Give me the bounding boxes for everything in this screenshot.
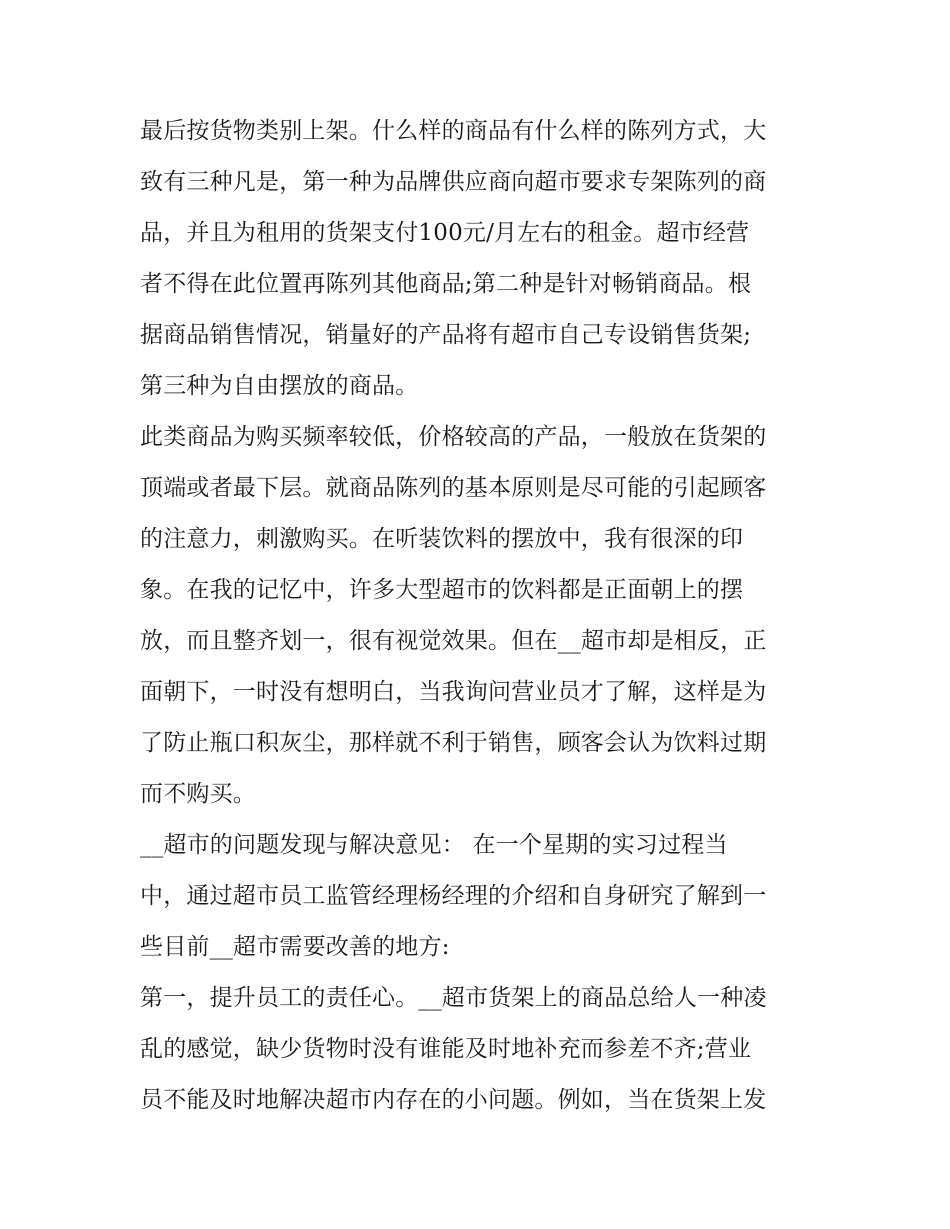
text-line: 据商品销售情况，销量好的产品将有超市自己专设销售货架;: [140, 322, 752, 348]
text-line: 员不能及时地解决超市内存在的小问题。例如，当在货架上发: [140, 1087, 767, 1113]
text-line: 者不得在此位置再陈列其他商品;第二种是针对畅销商品。根: [140, 271, 752, 297]
text-line: 致有三种凡是，第一种为品牌供应商向超市要求专架陈列的商: [140, 169, 767, 195]
text-line: 第三种为自由摆放的商品。: [140, 373, 419, 399]
text-line: 了防止瓶口积灰尘，那样就不利于销售，顾客会认为饮料过期: [140, 730, 767, 756]
text-line: 中，通过超市员工监管经理杨经理的介绍和自身研究了解到一: [140, 883, 767, 909]
text-line: __超市的问题发现与解决意见： 在一个星期的实习过程当: [140, 832, 728, 858]
text-line: 面朝下，一时没有想明白，当我询问营业员才了解，这样是为: [140, 679, 767, 705]
text-line: 放，而且整齐划一，很有视觉效果。但在__超市却是相反，正: [140, 628, 767, 654]
document-body: [140, 106, 820, 1126]
text-line: 最后按货物类别上架。什么样的商品有什么样的陈列方式，大: [140, 118, 767, 144]
text-line: 的注意力，刺激购买。在听装饮料的摆放中，我有很深的印: [140, 526, 744, 552]
text-line: 而不购买。: [140, 781, 256, 807]
text-line: 品，并且为租用的货架支付100元/月左右的租金。超市经营: [140, 220, 750, 246]
text-line: 乱的感觉，缺少货物时没有谁能及时地补充而参差不齐;营业: [140, 1036, 752, 1062]
text-line: 象。在我的记忆中，许多大型超市的饮料都是正面朝上的摆: [140, 577, 744, 603]
text-line: 些目前__超市需要改善的地方:: [140, 934, 450, 960]
text-line: 第一，提升员工的责任心。__超市货架上的商品总给人一种凌: [140, 985, 767, 1011]
text-line: 此类商品为购买频率较低，价格较高的产品，一般放在货架的: [140, 424, 767, 450]
text-line: 顶端或者最下层。就商品陈列的基本原则是尽可能的引起顾客: [140, 475, 767, 501]
